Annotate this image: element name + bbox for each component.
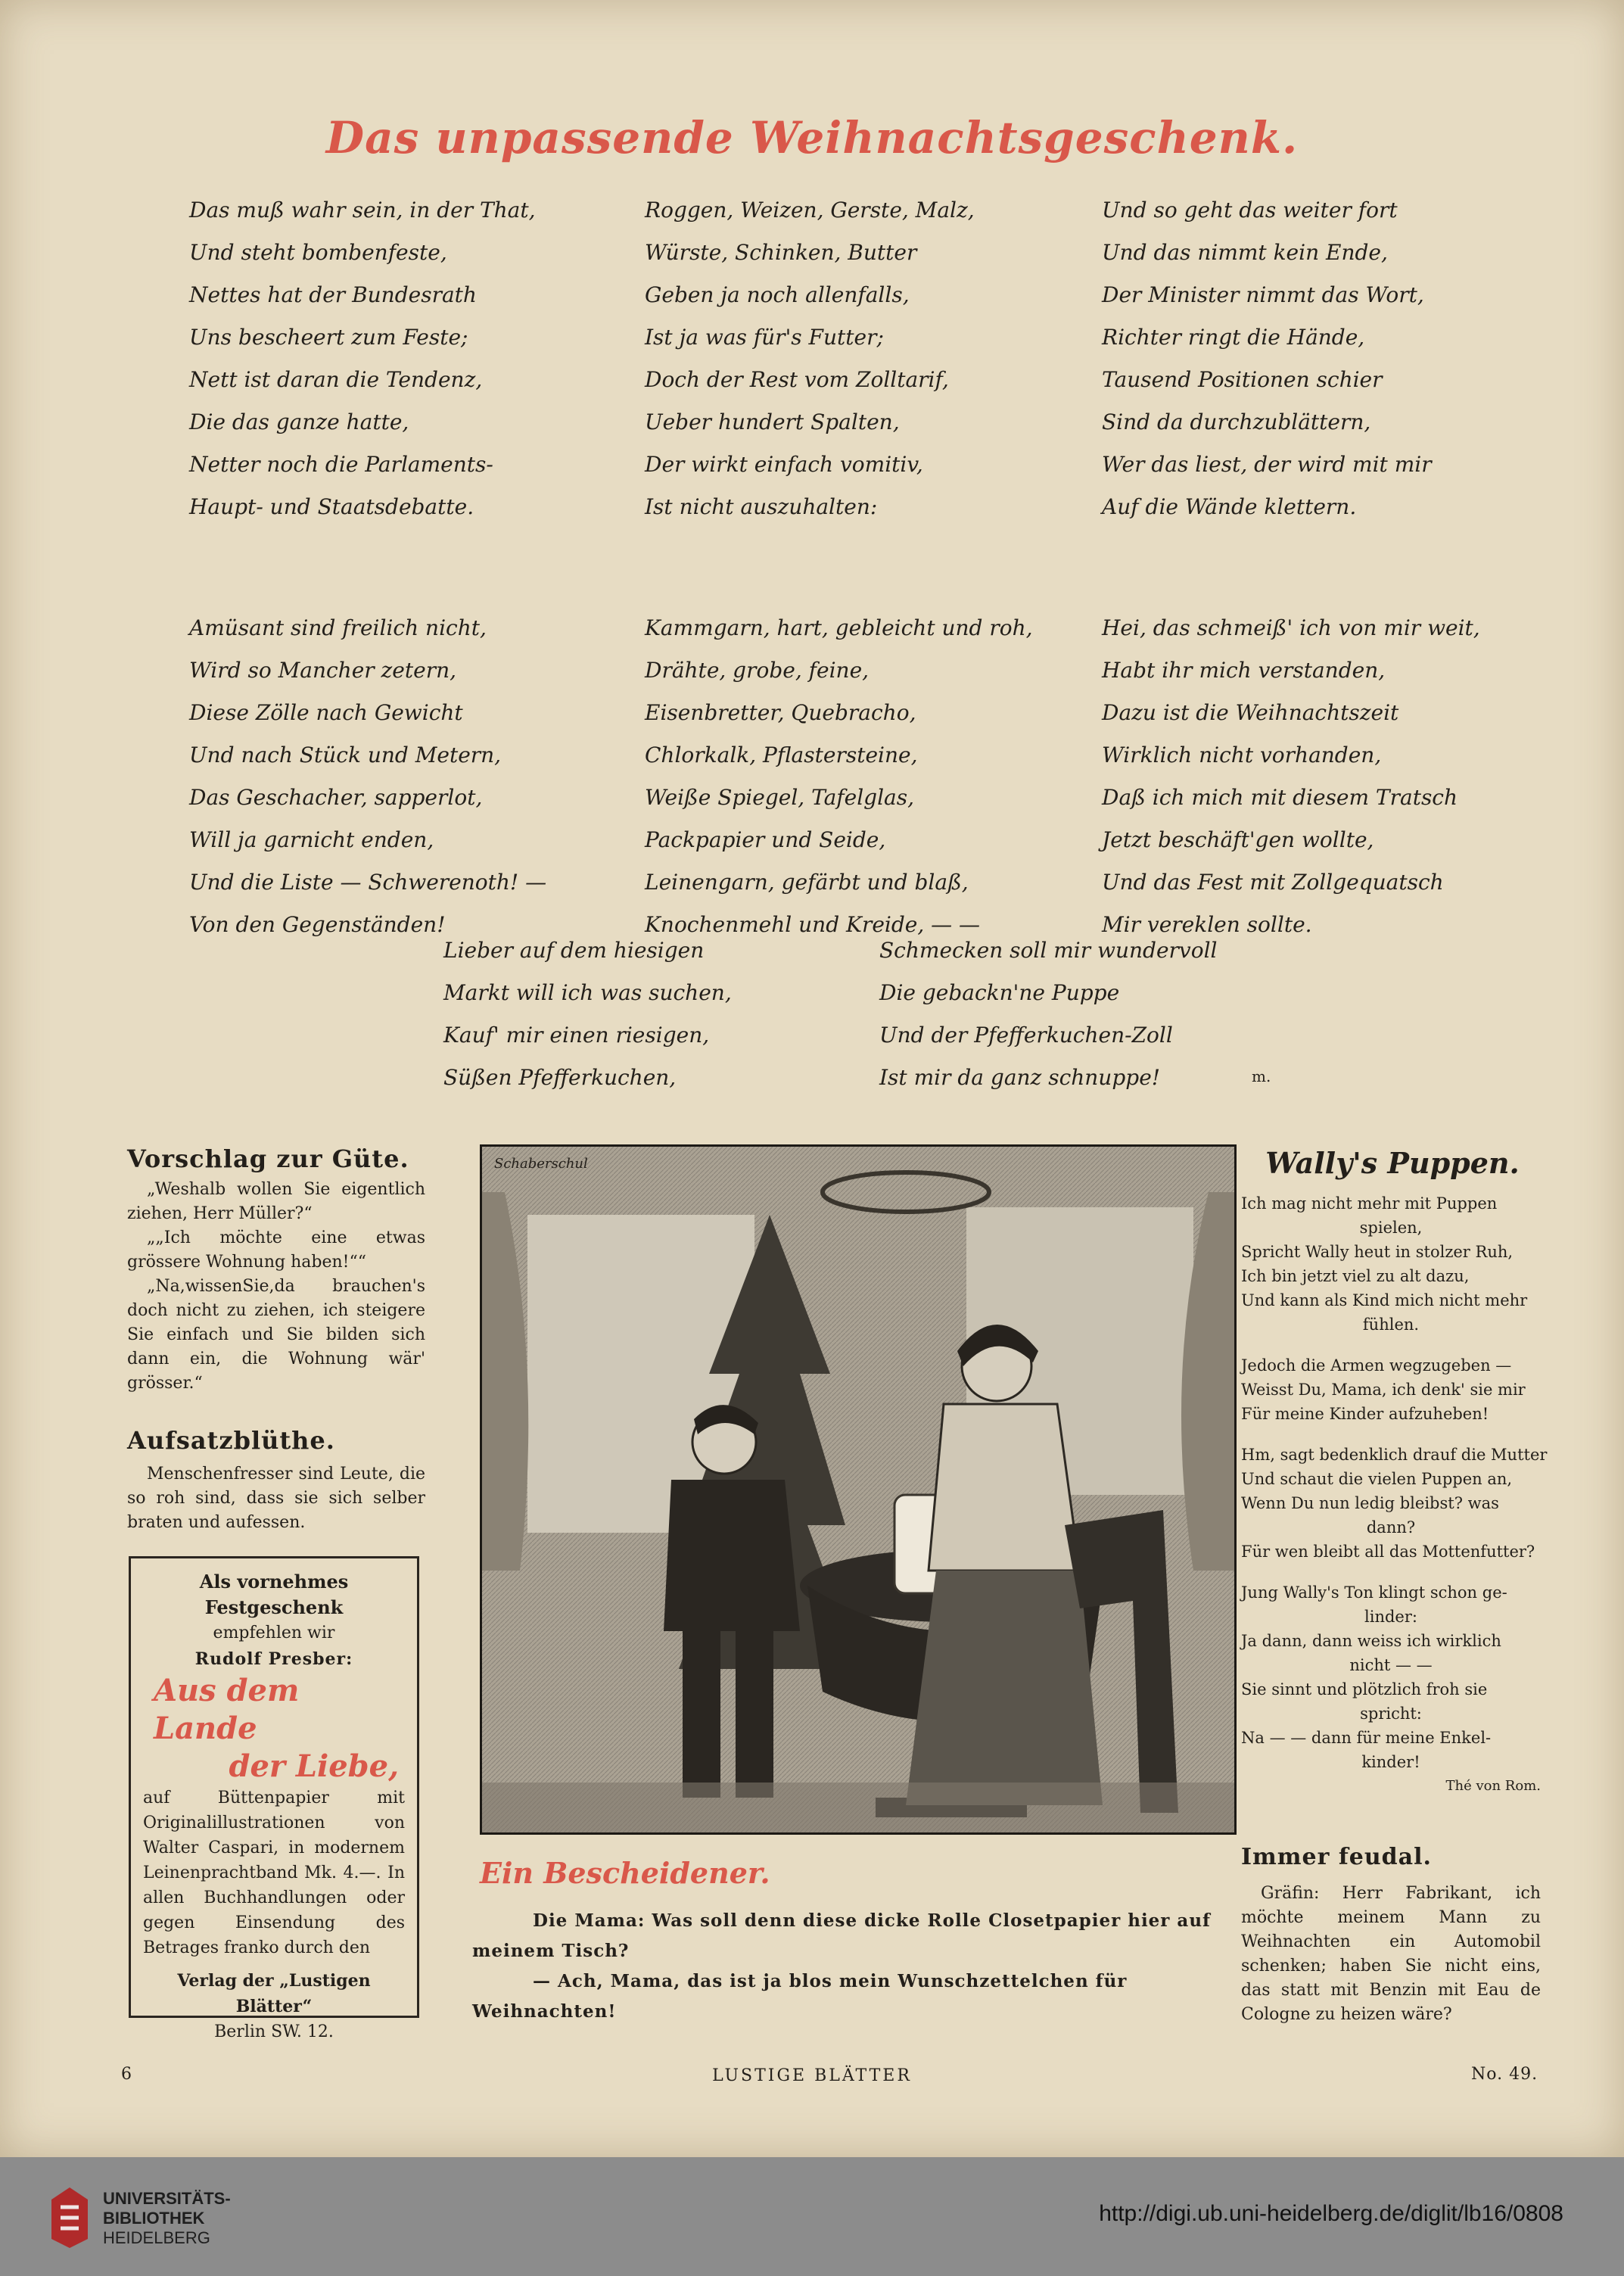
verse-line: Geben ja noch allenfalls, [645,282,910,307]
wally-stanza [1241,1191,1541,1337]
verse-line: Packpapier und Seide, [645,827,886,852]
verse-line: Richter ringt die Hände, [1102,325,1365,350]
library-logo-icon [47,2184,92,2248]
library-name-line: UNIVERSITÄTS- [103,2189,231,2208]
verse-line: Na — — dann für meine Enkel- [1241,1729,1492,1747]
library-name-line: BIBLIOTHEK [103,2209,205,2228]
verse-line: kinder! [1361,1753,1420,1771]
verse-line: Der Minister nimmt das Wort, [1102,282,1424,307]
illustration-signature: Schaberschul [494,1156,588,1172]
poem-stanza [645,607,1084,946]
vorschlag-paragraph: „Na,wissenSie,da brauchen's doch nicht zu ziehen, ich steigere Sie einfach und Sie bilden sich dann ein, die Wohnung wär' grösser.“ [127,1277,425,1393]
verse-line: Die gebackn'ne Puppe [879,980,1120,1005]
ad-author: Rudolf Presber: [194,1649,353,1669]
vorschlag-paragraph: „„Ich möchte eine etwas grössere Wohnung haben!““ [127,1228,425,1272]
verse-line: Dazu ist die Weihnachtszeit [1102,700,1399,725]
verse-line: Auf die Wände klettern. [1102,494,1357,519]
verse-line: dann? [1366,1518,1416,1537]
verse-line: Jung Wally's Ton klingt schon ge- [1241,1583,1507,1602]
poem-column-1 [189,189,628,946]
verse-line: Spricht Wally heut in stolzer Ruh, [1241,1243,1514,1261]
verse-line: Und so geht das weiter fort [1102,198,1398,223]
verse-line: Und der Pfefferkuchen-Zoll [879,1023,1173,1048]
bescheidener-heading: Ein Bescheidener. [480,1856,770,1890]
verse-line: Ueber hundert Spalten, [645,409,900,434]
verse-line: Knochenmehl und Kreide, — — [645,912,981,937]
verse-line: Ja dann, dann weiss ich wirklich [1241,1632,1501,1650]
verse-line: Eisenbretter, Quebracho, [645,700,916,725]
verse-line: Drähte, grobe, feine, [645,658,870,683]
library-footer [0,2157,1624,2276]
verse-line: Und kann als Kind mich nicht mehr [1241,1291,1528,1309]
verse-line: Daß ich mich mit diesem Tratsch [1102,785,1458,810]
poem-signature: m. [1252,1067,1271,1085]
issue-number: No. 49. [1471,2065,1538,2084]
verse-line: Haupt- und Staatsdebatte. [189,494,474,519]
verse-line: Wird so Mancher zetern, [189,658,457,683]
poem-stanza [1102,607,1556,946]
ad-title-1: Aus dem Lande [154,1673,300,1746]
verse-line: Doch der Rest vom Zolltarif, [645,367,949,392]
ad-line1: Als vornehmes Festgeschenk [199,1571,349,1618]
ad-title-2: der Liebe, [229,1748,399,1784]
illustration-mother-and-son [480,1144,1237,1835]
vorschlag-heading: Vorschlag zur Güte. [127,1144,409,1173]
ad-body: auf Büttenpapier mit Originalillustrationen von Walter Caspari, in modernem Leinenprachtband Mk. 4.—. In allen Buchhandlungen oder gegen Einsendung des Betrages franko durch den [143,1789,405,1957]
verse-line: spielen, [1359,1219,1423,1237]
verse-line: Nett ist daran die Tendenz, [189,367,483,392]
poem-stanza [443,929,837,1099]
verse-line: Wirklich nicht vorhanden, [1102,743,1382,767]
poem-stanza [189,607,628,946]
wally-poem [1241,1191,1548,1798]
poem-stanza [189,189,628,528]
verse-line: Netter noch die Parlaments- [189,452,493,477]
verse-line: Lieber auf dem hiesigen [443,938,705,963]
verse-line: Ich mag nicht mehr mit Puppen [1241,1194,1498,1213]
verse-line: Würste, Schinken, Butter [645,240,917,265]
poem-stanza [1102,189,1556,528]
feudal-text [1241,1882,1541,2027]
illustration-drawing [482,1147,1234,1832]
poem-stanza [645,189,1084,528]
verse-line: Uns bescheert zum Feste; [189,325,468,350]
wally-stanza [1241,1353,1541,1426]
verse-line: Will ja garnicht enden, [189,827,434,852]
verse-line: Weisst Du, Mama, ich denk' sie mir [1241,1381,1526,1399]
vorschlag-paragraph: „Weshalb wollen Sie eigentlich ziehen, Herr Müller?“ [127,1180,425,1223]
verse-line: Tausend Positionen schier [1102,367,1383,392]
journal-name: LUSTIGE BLÄTTER [712,2066,912,2085]
ad-address: Berlin SW. 12. [214,2022,334,2041]
bescheidener-text [472,1906,1237,2027]
wally-stanza [1241,1443,1548,1564]
verse-line: Sie sinnt und plötzlich froh sie [1241,1680,1488,1698]
poem-column-3 [1102,189,1556,946]
verse-line: Roggen, Weizen, Gerste, Malz, [645,198,975,223]
verse-line: Wenn Du nun ledig bleibst? was [1241,1494,1499,1512]
verse-line: Schmecken soll mir wundervoll [879,938,1218,963]
poem-final-right [879,929,1273,1099]
verse-line: Und schaut die vielen Puppen an, [1241,1470,1513,1488]
verse-line: Sind da durchzublättern, [1102,409,1371,434]
ad-publisher: Verlag der „Lustigen Blätter“ [177,1971,371,2016]
poem-title: Das unpassende Weihnachtsgeschenk. [325,112,1299,163]
verse-line: Diese Zölle nach Gewicht [189,700,463,725]
aufsatz-text [127,1462,425,1535]
verse-line: Hm, sagt bedenklich drauf die Mutter [1241,1446,1548,1464]
book-advertisement [129,1556,419,2041]
poem-stanza [879,929,1273,1099]
verse-line: Von den Gegenständen! [189,912,446,937]
wally-signature: Thé von Rom. [1445,1778,1541,1794]
verse-line: Ich bin jetzt viel zu alt dazu, [1241,1267,1470,1285]
verse-line: Ist ja was für's Futter; [645,325,884,350]
wally-heading: Wally's Puppen. [1265,1146,1520,1180]
verse-line: Und die Liste — Schwerenoth! — [189,870,547,895]
verse-line: Und nach Stück und Metern, [189,743,502,767]
verse-line: Ist mir da ganz schnuppe! [879,1065,1161,1090]
verse-line: Wer das liest, der wird mit mir [1102,452,1432,477]
bescheidener-paragraph: Die Mama: Was soll denn diese dicke Rolle Closetpapier hier auf meinem Tisch? [472,1910,1211,1961]
verse-line: Für wen bleibt all das Mottenfutter? [1241,1543,1535,1561]
wally-stanza [1241,1580,1541,1774]
verse-line: Süßen Pfefferkuchen, [443,1065,677,1090]
verse-line: linder: [1364,1608,1417,1626]
ad-line2: empfehlen wir [213,1624,335,1642]
verse-line: Kammgarn, hart, gebleicht und roh, [645,615,1033,640]
verse-line: Und das nimmt kein Ende, [1102,240,1388,265]
library-name-line: HEIDELBERG [103,2228,210,2247]
verse-line: Nettes hat der Bundesrath [189,282,477,307]
verse-line: Weiße Spiegel, Tafelglas, [645,785,915,810]
verse-line: Jedoch die Armen wegzugeben — [1241,1356,1512,1375]
verse-line: Und das Fest mit Zollgequatsch [1102,870,1444,895]
aufsatz-heading: Aufsatzblüthe. [127,1426,335,1455]
verse-line: spricht: [1360,1705,1422,1723]
verse-line: Jetzt beschäft'gen wollte, [1102,827,1374,852]
verse-line: Kauf' mir einen riesigen, [443,1023,710,1048]
page-number: 6 [121,2065,134,2084]
verse-line: fühlen. [1362,1315,1420,1334]
verse-line: Die das ganze hatte, [189,409,409,434]
verse-line: Mir vereklen sollte. [1102,912,1312,937]
verse-line: Amüsant sind freilich nicht, [189,615,487,640]
verse-line: Für meine Kinder aufzuheben! [1241,1405,1489,1423]
verse-line: Habt ihr mich verstanden, [1102,658,1386,683]
verse-line: nicht — — [1349,1656,1433,1674]
verse-line: Das muß wahr sein, in der That, [189,198,536,223]
aufsatz-paragraph: Menschenfresser sind Leute, die so roh sind, dass sie sich selber braten und aufessen. [127,1465,425,1532]
verse-line: Das Geschacher, sapperlot, [189,785,483,810]
verse-line: Und steht bombenfeste, [189,240,447,265]
verse-line: Markt will ich was suchen, [443,980,732,1005]
feudal-paragraph: Gräfin: Herr Fabrikant, ich möchte meinem Mann zu Weihnachten ein Automobil schenken; haben Sie nicht eins, das statt mit Benzin mit Eau de Cologne zu heizen wäre? [1241,1884,1541,2024]
verse-line: Hei, das schmeiß' ich von mir weit, [1102,615,1480,640]
library-name [103,2189,231,2248]
digital-library-url[interactable]: http://digi.ub.uni-heidelberg.de/diglit/lb16/0808 [1099,2201,1563,2226]
poem-column-2 [645,189,1084,946]
poem-final-left [443,929,837,1099]
verse-line: Ist nicht auszuhalten: [645,494,878,519]
verse-line: Chlorkalk, Pflastersteine, [645,743,918,767]
feudal-heading: Immer feudal. [1241,1844,1432,1870]
verse-line: Der wirkt einfach vomitiv, [645,452,923,477]
verse-line: Leinengarn, gefärbt und blaß, [645,870,969,895]
vorschlag-text [127,1178,425,1396]
bescheidener-paragraph: — Ach, Mama, das ist ja blos mein Wunschzettelchen für Weihnachten! [472,1971,1128,2022]
